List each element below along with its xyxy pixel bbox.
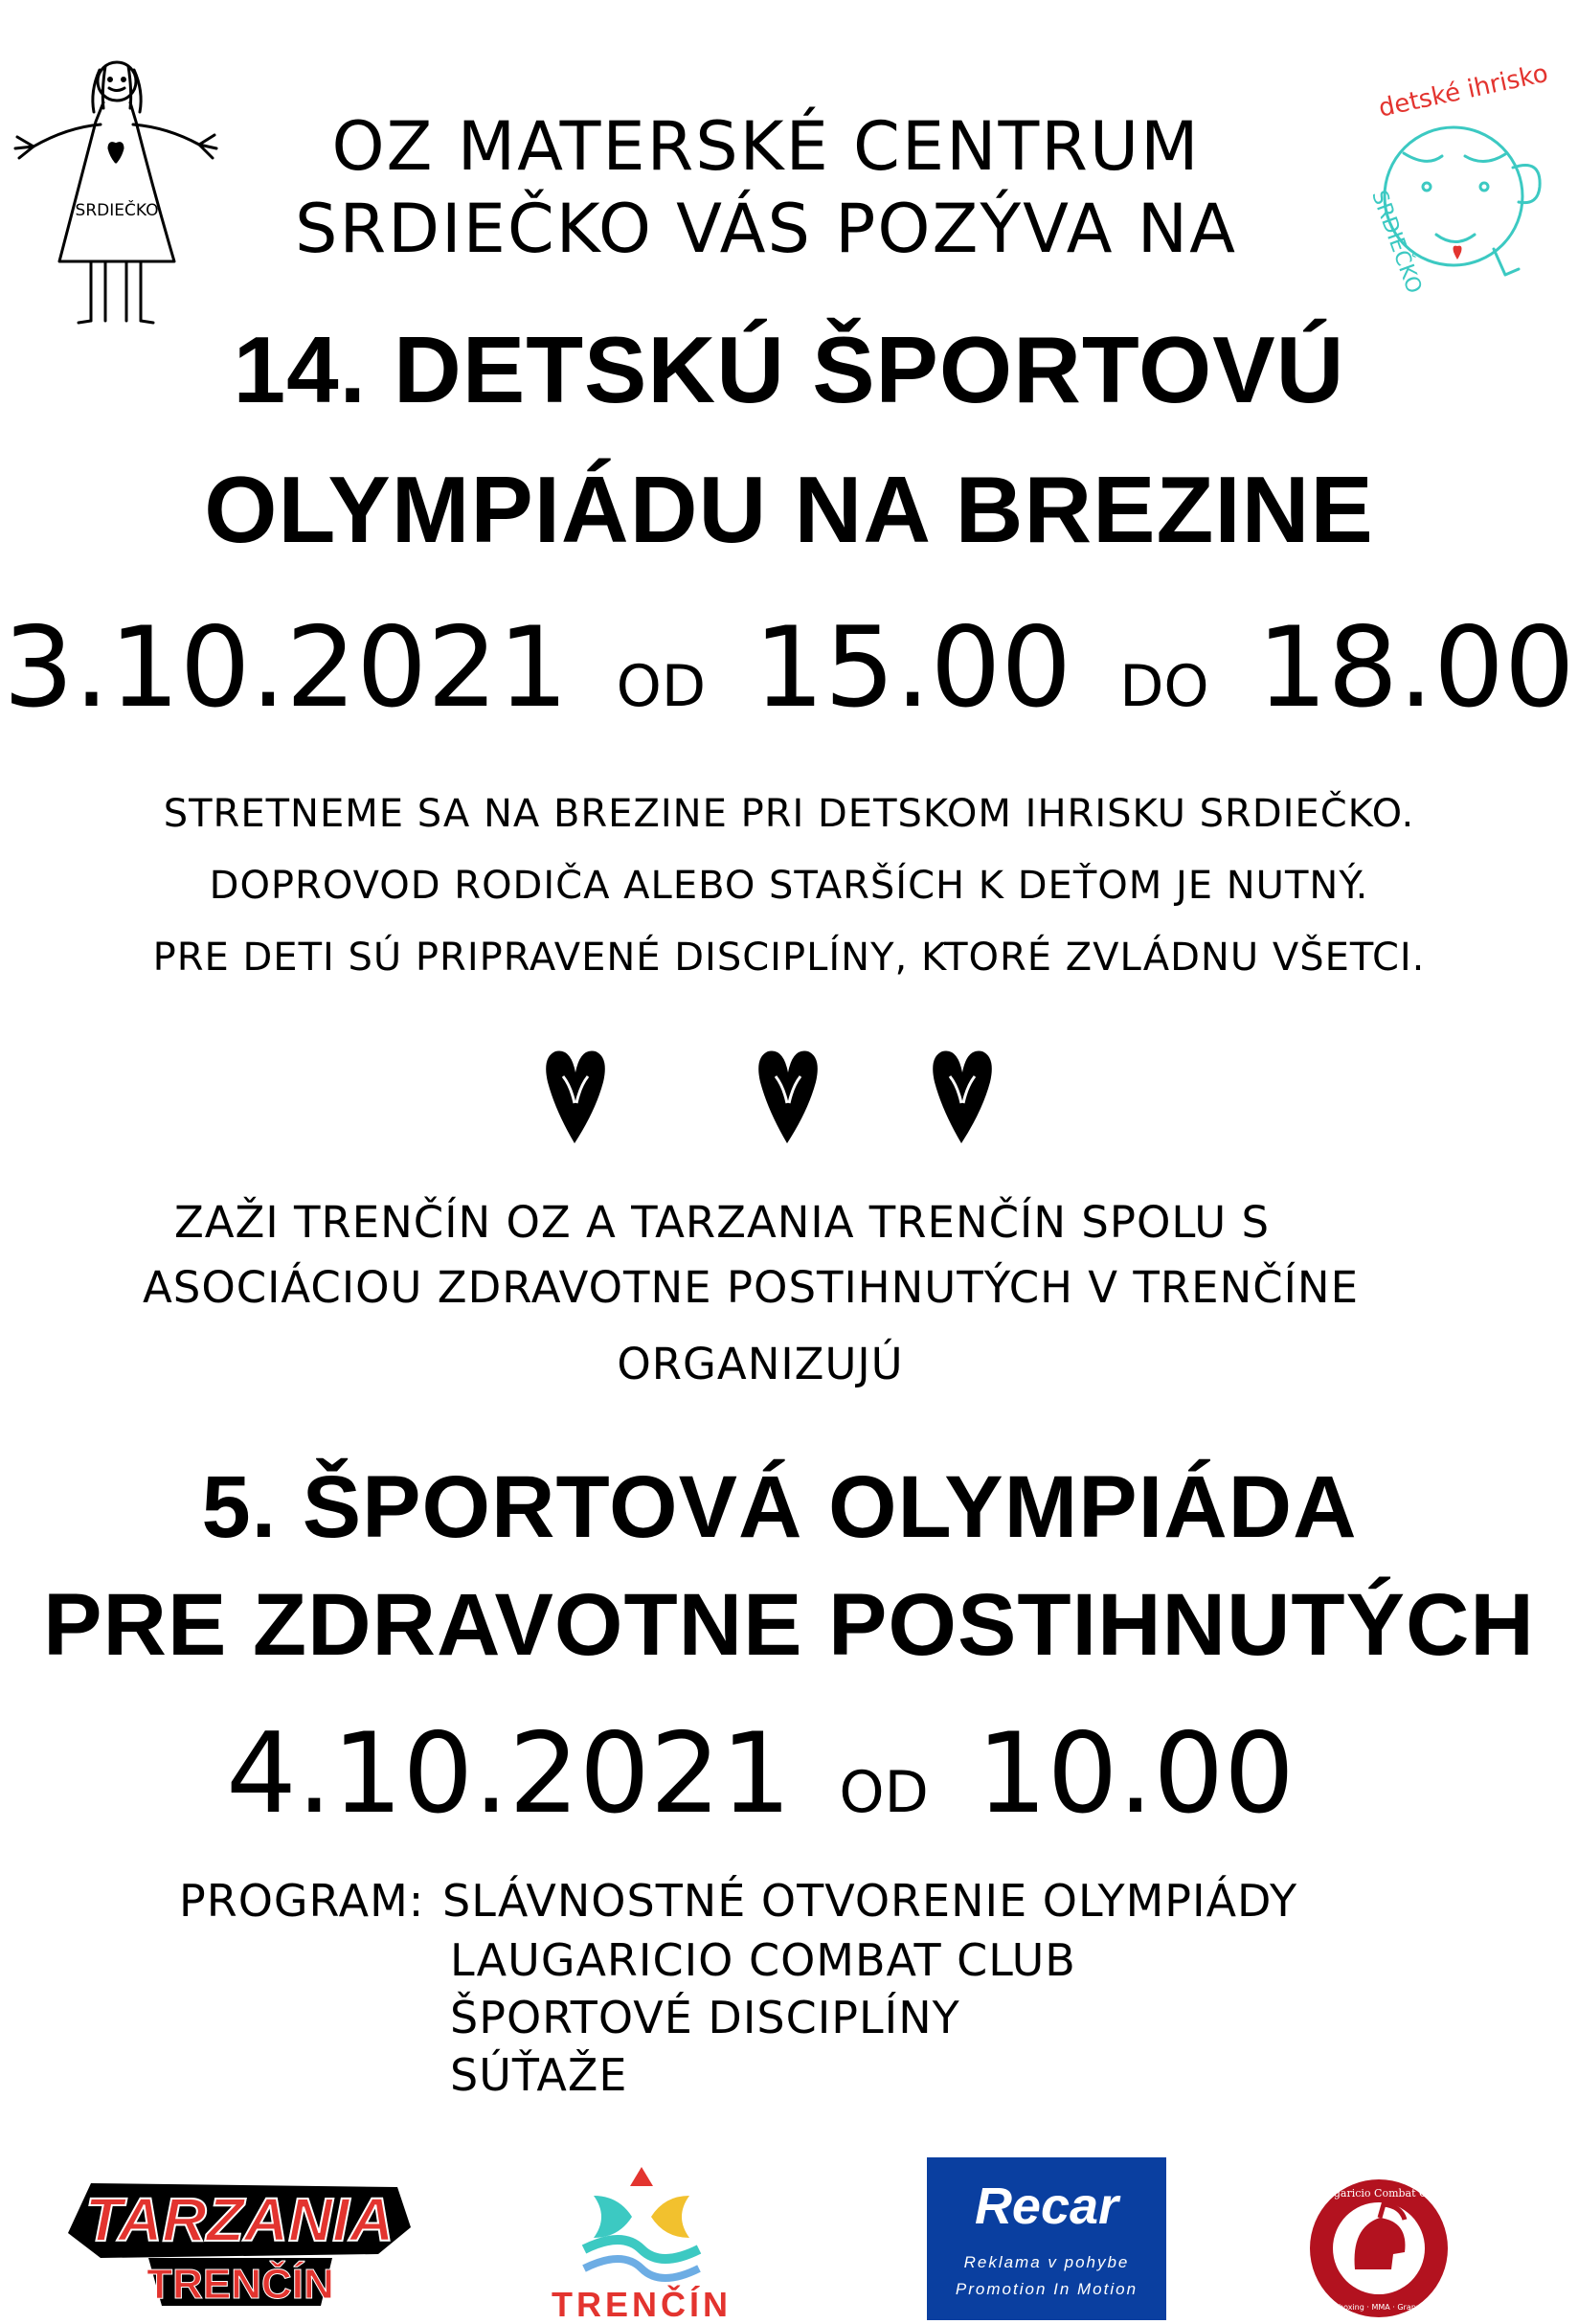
recar-logo-sub-2: Promotion In Motion <box>955 2280 1138 2298</box>
left-logo-text: SRDIEČKO <box>75 201 159 220</box>
playground-logo <box>1350 53 1561 302</box>
program-item: SLÁVNOSTNÉ OTVORENIE OLYMPIÁDY <box>442 1875 1298 1927</box>
event2-title-line-2: PRE ZDRAVOTNE POSTIHNUTÝCH <box>43 1576 1535 1674</box>
tarzania-logo-bottom: TRENČÍN <box>147 2261 334 2308</box>
event1-info-line-3: PRE DETI SÚ PRIPRAVENÉ DISCIPLÍNY, KTORÉ ZVLÁDNU VŠETCI. <box>152 936 1426 980</box>
program-item: SÚŤAŽE <box>450 2049 628 2101</box>
combat-club-logo <box>1297 2176 1460 2319</box>
program-item: ŠPORTOVÉ DISCIPLÍNY <box>450 1992 960 2043</box>
recar-logo-title: Recar <box>974 2177 1119 2235</box>
combat-club-logo-top: Laugaricio Combat Club <box>1313 2187 1445 2200</box>
heart-icon <box>755 1044 822 1149</box>
event2-title-line-1: 5. ŠPORTOVÁ OLYMPIÁDA <box>201 1458 1358 1556</box>
trencin-city-logo <box>527 2157 756 2320</box>
event1-time-from: 15.00 <box>754 603 1072 733</box>
event1-time-to: 18.00 <box>1256 603 1575 733</box>
organizers-line-2: ASOCIÁCIOU ZDRAVOTNE POSTIHNUTÝCH V TRENČÍNE <box>142 1262 1360 1313</box>
srdiecko-girl-logo <box>10 53 220 330</box>
event1-title-line-2: OLYMPIÁDU NA BREZINE <box>204 457 1374 562</box>
event1-datetime <box>0 603 1578 733</box>
recar-logo-sub-1: Reklama v pohybe <box>963 2253 1130 2271</box>
tarzania-logo <box>62 2166 417 2310</box>
event1-from-word: OD <box>616 653 707 720</box>
tarzania-logo-top: TARZANIA <box>84 2185 394 2254</box>
right-logo-text-top: detské ihrisko <box>1376 58 1551 124</box>
organizers-line-3: ORGANIZUJÚ <box>617 1339 904 1389</box>
event2-datetime <box>0 1709 1549 1839</box>
heart-icon <box>542 1044 609 1149</box>
recar-logo <box>927 2157 1166 2320</box>
event1-info-line-1: STRETNEME SA NA BREZINE PRI DETSKOM IHRISKU SRDIEČKO. <box>163 792 1415 836</box>
right-logo-text-bottom: SRDIEČKO <box>1366 187 1427 297</box>
event2-from-word: OD <box>839 1759 929 1826</box>
trencin-city-logo-text: TRENČÍN <box>552 2285 732 2320</box>
header-line-2: SRDIEČKO VÁS POZÝVA NA <box>295 190 1237 268</box>
event2-time-from: 10.00 <box>976 1709 1295 1839</box>
header-line-1: OZ MATERSKÉ CENTRUM <box>331 107 1201 186</box>
organizers-line-1: ZAŽI TRENČÍN OZ A TARZANIA TRENČÍN SPOLU S <box>173 1197 1271 1248</box>
event1-to-word: DO <box>1119 653 1209 720</box>
event1-info-line-2: DOPROVOD RODIČA ALEBO STARŠÍCH K DEŤOM JE NUTNÝ. <box>209 864 1369 908</box>
combat-club-logo-bottom: Kickboxing · MMA · Grappling <box>1322 2303 1435 2312</box>
event2-date: 4.10.2021 <box>226 1709 792 1839</box>
heart-icon <box>929 1044 996 1149</box>
program-item: LAUGARICIO COMBAT CLUB <box>450 1934 1076 1986</box>
event1-title-line-1: 14. DETSKÚ ŠPORTOVÚ <box>233 317 1345 422</box>
event1-date: 3.10.2021 <box>3 603 569 733</box>
program-label: PROGRAM: <box>179 1875 425 1927</box>
